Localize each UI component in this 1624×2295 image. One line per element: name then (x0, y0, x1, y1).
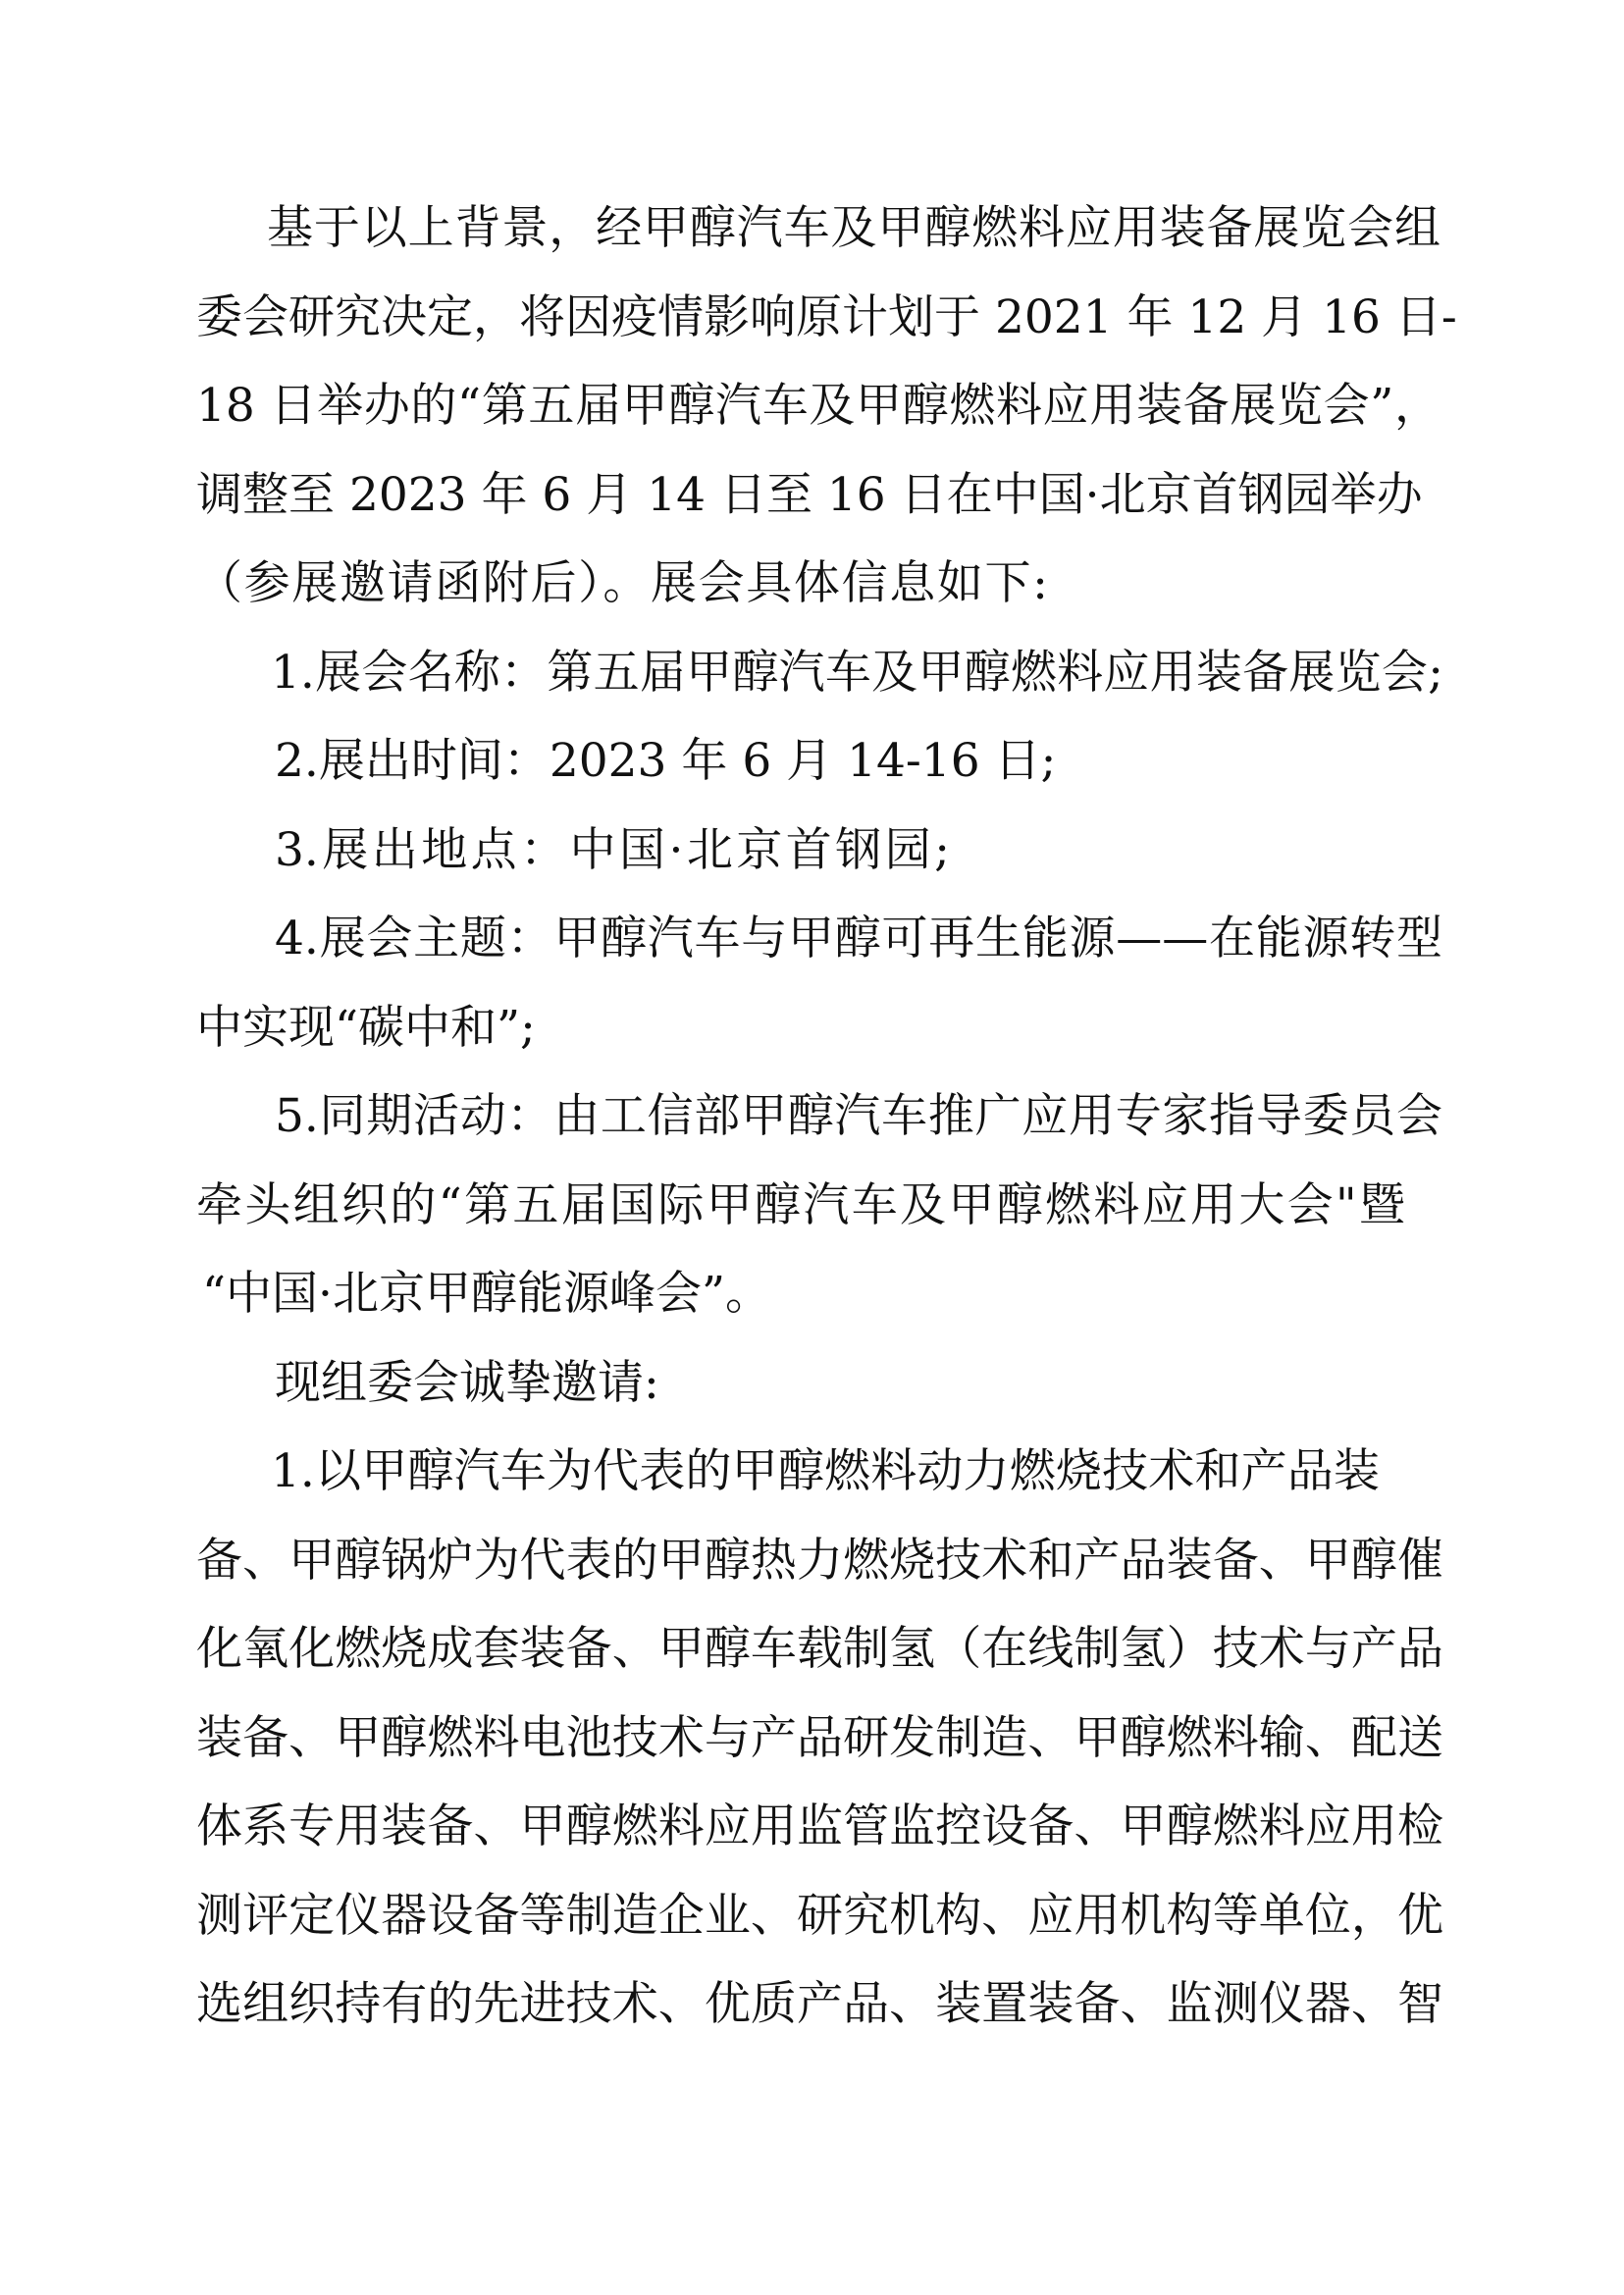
list-item-exhibition-venue: 3.展出地点：中国·北京首钢园; (275, 823, 950, 877)
paragraph-line-4: 调整至 2023 年 6 月 14 日至 16 日在中国·北京首钢园举办 (196, 468, 1423, 522)
invitation-heading: 现组委会诚挚邀请: (275, 1356, 659, 1410)
list-item-exhibition-theme: 4.展会主题：甲醇汽车与甲醇可再生能源——在能源转型 (275, 912, 1442, 965)
list-item-exhibition-name: 1.展会名称：第五届甲醇汽车及甲醇燃料应用装备展览会; (271, 646, 1443, 700)
paragraph-line-2: 委会研究决定，将因疫情影响原计划于 2021 年 12 月 16 日- (196, 290, 1457, 344)
list-item-concurrent-events-cont-2: “中国·北京甲醇能源峰会”。 (202, 1267, 771, 1321)
list-item-concurrent-events: 5.同期活动：由工信部甲醇汽车推广应用专家指导委员会 (275, 1089, 1442, 1143)
invitation-item-1-line-3: 化氧化燃烧成套装备、甲醇车载制氢（在线制氢）技术与产品 (196, 1622, 1443, 1676)
paragraph-line-3: 18 日举办的“第五届甲醇汽车及甲醇燃料应用装备展览会”， (196, 379, 1441, 433)
list-item-exhibition-theme-cont: 中实现“碳中和”; (196, 1001, 536, 1055)
paragraph-line-5: （参展邀请函附后）。展会具体信息如下: (196, 556, 1048, 610)
invitation-item-1-line-4: 装备、甲醇燃料电池技术与产品研发制造、甲醇燃料输、配送 (196, 1711, 1443, 1765)
list-item-exhibition-time: 2.展出时间：2023 年 6 月 14-16 日; (275, 734, 1057, 788)
invitation-item-1-line-7: 选组织持有的先进技术、优质产品、装置装备、监测仪器、智 (196, 1977, 1443, 2031)
invitation-item-1-line-2: 备、甲醇锅炉为代表的甲醇热力燃烧技术和产品装备、甲醇催 (196, 1534, 1443, 1588)
paragraph-line-1: 基于以上背景，经甲醇汽车及甲醇燃料应用装备展览会组 (267, 201, 1441, 255)
invitation-item-1-line-1: 1.以甲醇汽车为代表的甲醇燃料动力燃烧技术和产品装 (271, 1444, 1380, 1498)
invitation-item-1-line-6: 测评定仪器设备等制造企业、研究机构、应用机构等单位，优 (196, 1889, 1443, 1943)
list-item-concurrent-events-cont-1: 牵头组织的“第五届国际甲醇汽车及甲醇燃料应用大会"暨 (196, 1178, 1405, 1232)
invitation-item-1-line-5: 体系专用装备、甲醇燃料应用监管监控设备、甲醇燃料应用检 (196, 1799, 1443, 1853)
